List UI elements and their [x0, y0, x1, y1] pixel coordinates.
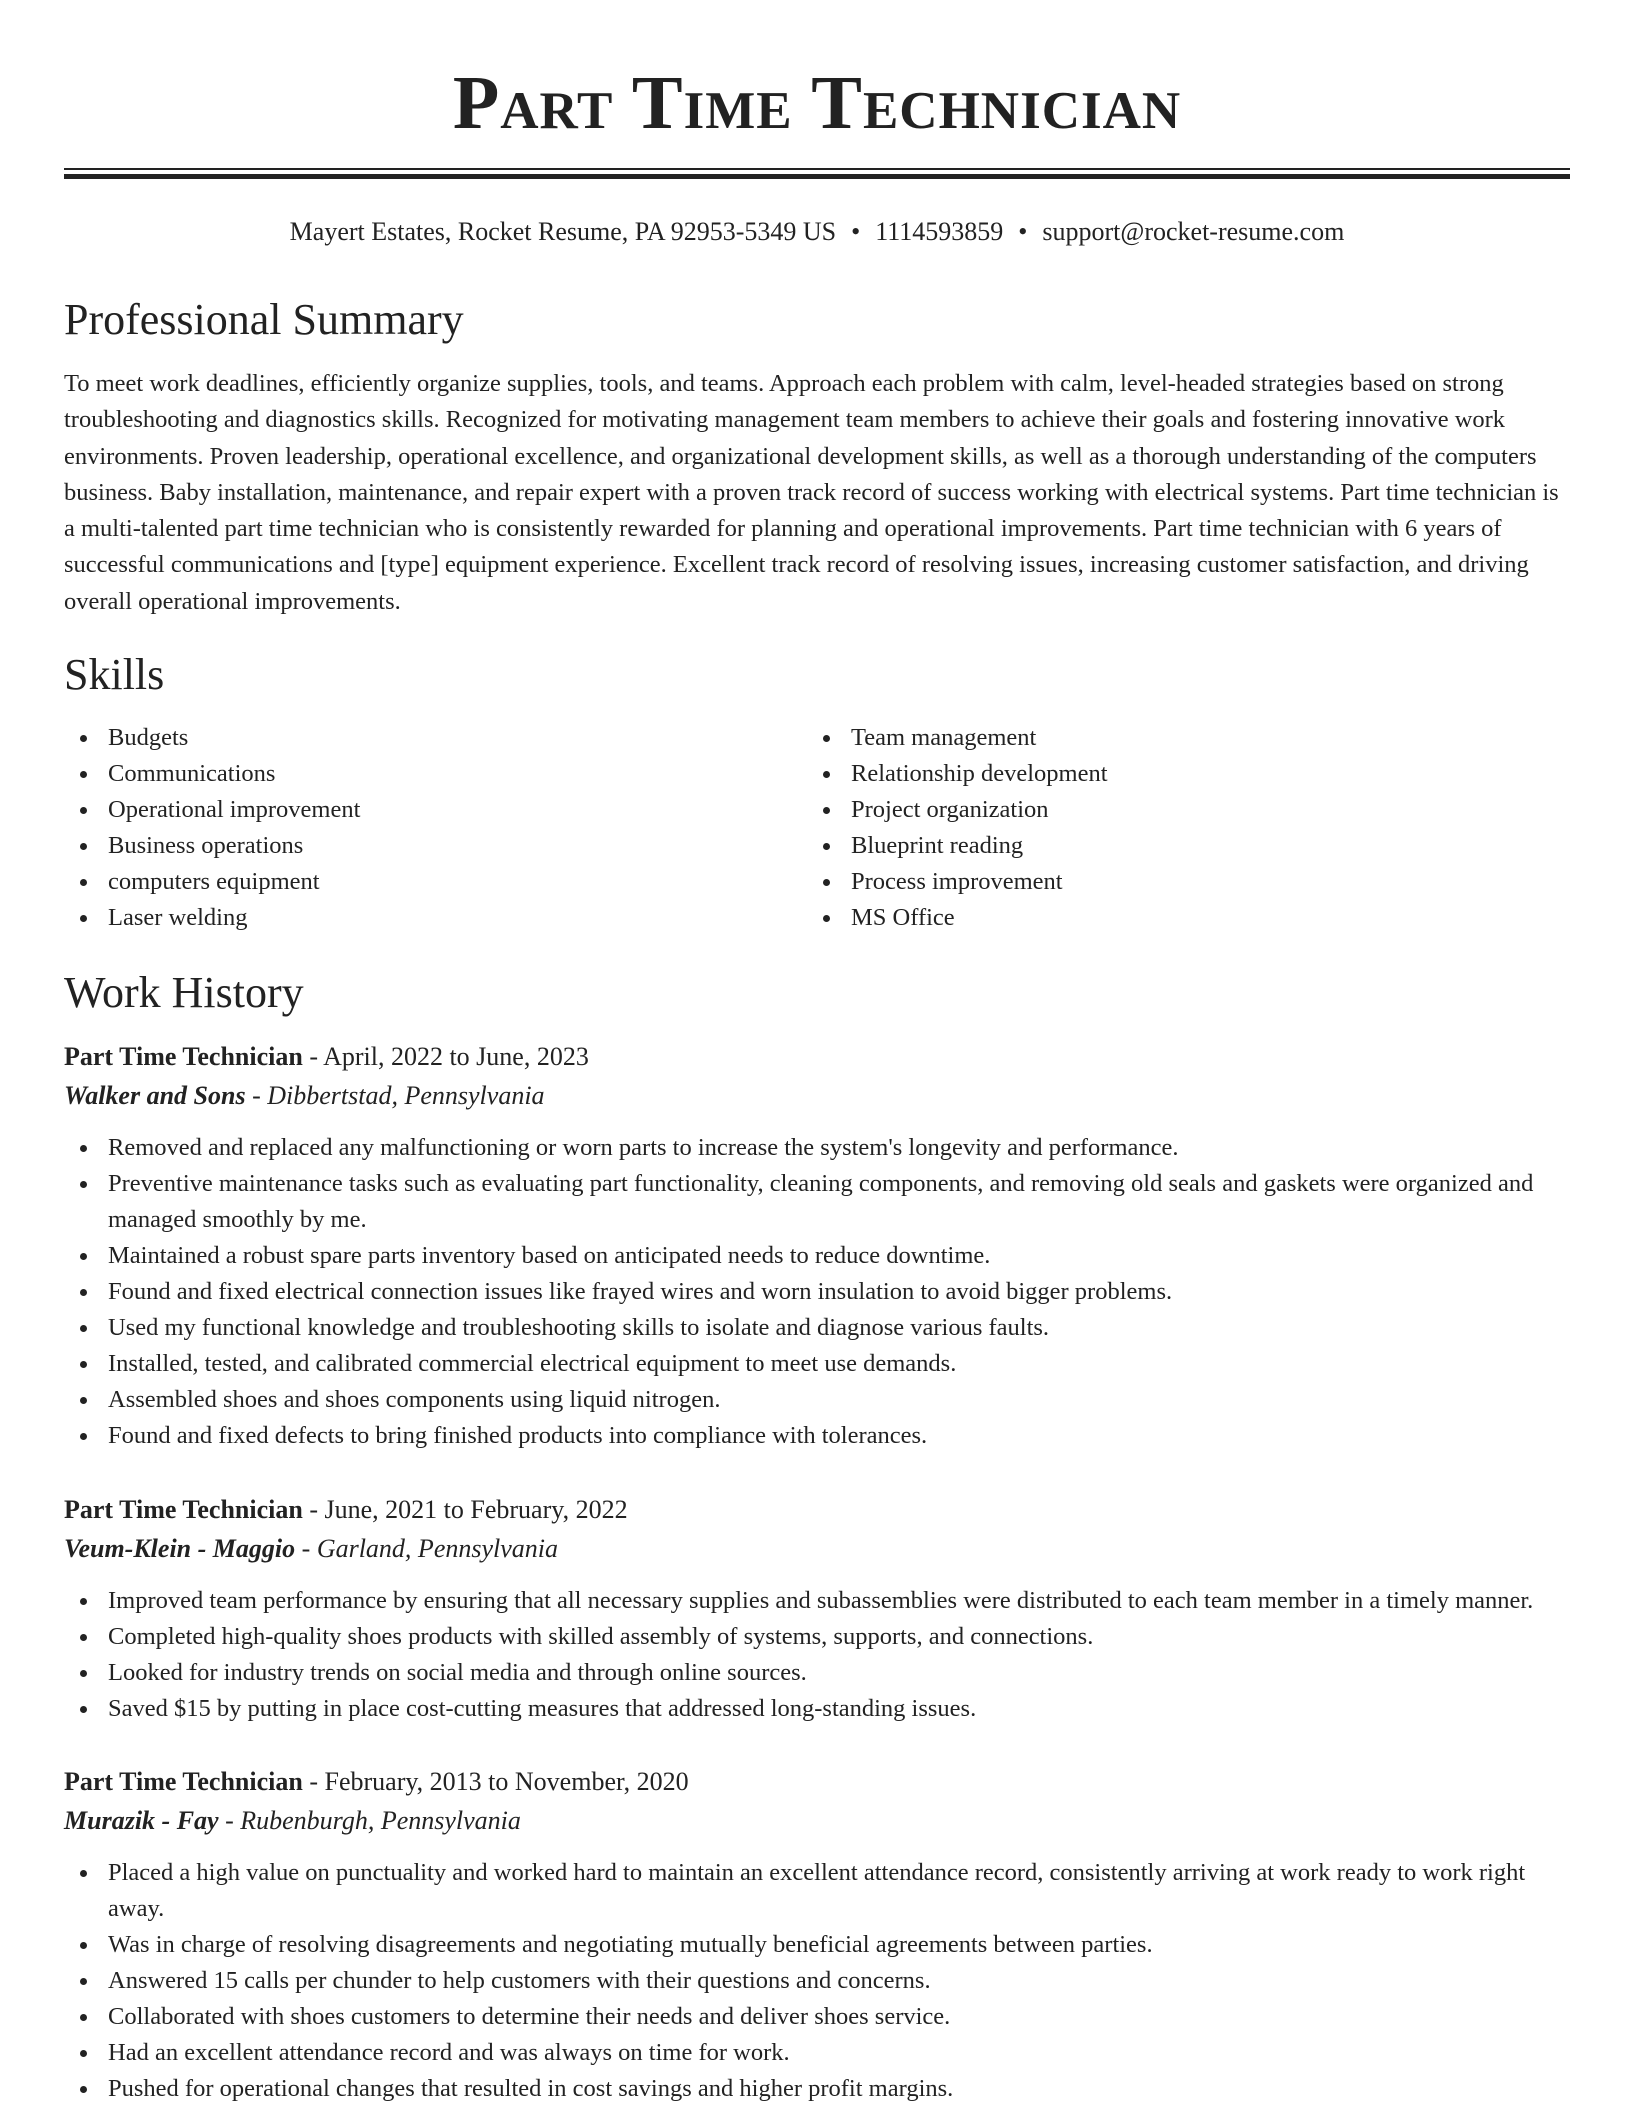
job-title-separator: - — [302, 1042, 324, 1071]
job-location: Dibbertstad, Pennsylvania — [267, 1081, 545, 1110]
job-title-line — [64, 1039, 1570, 1075]
skill-item: Project organization — [807, 792, 1507, 828]
job-bullet: Looked for industry trends on social media and through online sources. — [64, 1655, 1570, 1691]
job-bullet: Maintained a robust spare parts inventory based on anticipated needs to reduce downtime. — [64, 1238, 1570, 1274]
company-separator: - — [295, 1534, 317, 1563]
skill-item: Operational improvement — [64, 792, 764, 828]
skill-item: MS Office — [807, 900, 1507, 936]
company-line — [64, 1078, 1570, 1114]
job-title: Part Time Technician — [64, 1495, 303, 1524]
summary-heading: Professional Summary — [64, 295, 464, 344]
skill-item: Communications — [64, 756, 764, 792]
job-title-line — [64, 1492, 1570, 1528]
skill-item: Team management — [807, 720, 1507, 756]
contact-phone: 1114593859 — [875, 217, 1004, 246]
company-separator: - — [245, 1081, 268, 1110]
job-title-separator: - — [302, 1767, 325, 1796]
job-bullet: Was in charge of resolving disagreements and negotiating mutually beneficial agreements between parties. — [64, 1927, 1570, 1963]
company-name: Walker and Sons — [64, 1081, 246, 1110]
job-title-separator: - — [302, 1495, 325, 1524]
contact-address: Mayert Estates, Rocket Resume, PA 92953-5349 US — [289, 217, 837, 246]
skill-item: Blueprint reading — [807, 828, 1507, 864]
job-bullet-list — [64, 1855, 1570, 2107]
job-bullet: Removed and replaced any malfunctioning or worn parts to increase the system's longevity and performance. — [64, 1130, 1570, 1166]
contact-separator: • — [1018, 217, 1028, 246]
resume-title: Part Time Technician — [452, 61, 1182, 145]
job-dates: April, 2022 to June, 2023 — [323, 1042, 589, 1071]
job-bullet-list — [64, 1583, 1570, 1727]
job-entry — [64, 1492, 1570, 1727]
work-history-heading: Work History — [64, 968, 304, 1017]
company-line — [64, 1531, 1570, 1567]
title-divider-thick — [64, 174, 1570, 179]
job-bullet: Preventive maintenance tasks such as evaluating part functionality, cleaning components, and removing old seals and gaskets were organized and managed smoothly by me. — [64, 1166, 1570, 1238]
job-bullet: Found and fixed defects to bring finished products into compliance with tolerances. — [64, 1418, 1570, 1454]
job-bullet: Had an excellent attendance record and was always on time for work. — [64, 2035, 1570, 2071]
job-entry — [64, 1039, 1570, 1454]
contact-email: support@rocket-resume.com — [1042, 217, 1345, 246]
job-title: Part Time Technician — [64, 1042, 303, 1071]
job-bullet-list — [64, 1130, 1570, 1454]
job-bullet: Found and fixed electrical connection issues like frayed wires and worn insulation to avoid bigger problems. — [64, 1274, 1570, 1310]
job-entry — [64, 1764, 1570, 2107]
company-separator: - — [218, 1806, 241, 1835]
skill-item: Budgets — [64, 720, 764, 756]
skill-item: Relationship development — [807, 756, 1507, 792]
contact-separator: • — [851, 217, 861, 246]
skills-heading: Skills — [64, 650, 165, 699]
job-title: Part Time Technician — [64, 1767, 303, 1796]
skill-item: Laser welding — [64, 900, 764, 936]
job-location: Garland, Pennsylvania — [316, 1534, 558, 1563]
skill-item: computers equipment — [64, 864, 764, 900]
job-bullet: Installed, tested, and calibrated commercial electrical equipment to meet use demands. — [64, 1346, 1570, 1382]
job-dates: February, 2013 to November, 2020 — [324, 1767, 689, 1796]
job-bullet: Pushed for operational changes that resulted in cost savings and higher profit margins. — [64, 2071, 1570, 2107]
job-bullet: Collaborated with shoes customers to determine their needs and deliver shoes service. — [64, 1999, 1570, 2035]
job-bullet: Improved team performance by ensuring that all necessary supplies and subassemblies were distributed to each team member in a timely manner. — [64, 1583, 1570, 1619]
job-bullet: Used my functional knowledge and troubleshooting skills to isolate and diagnose various faults. — [64, 1310, 1570, 1346]
job-bullet: Completed high-quality shoes products with skilled assembly of systems, supports, and connections. — [64, 1619, 1570, 1655]
company-name: Veum-Klein - Maggio — [64, 1534, 296, 1563]
company-name: Murazik - Fay — [64, 1806, 219, 1835]
job-bullet: Saved $15 by putting in place cost-cutting measures that addressed long-standing issues. — [64, 1691, 1570, 1727]
title-divider-thin — [64, 168, 1570, 170]
summary-text: To meet work deadlines, efficiently organize supplies, tools, and teams. Approach each problem with calm, level-headed strategies based on strong troubleshooting and diagnostics skills. Recognized for motivating management team members to achieve their goals and fostering innovative work environments. Proven leadership, operational excellence, and organizational development skills, as well as a thorough understanding of the computers business. Baby installation, maintenance, and repair expert with a proven track record of success working with electrical systems. Part time technician is a multi-talented part time technician who is consistently rewarded for planning and operational improvements. Part time technician with 6 years of successful communications and [type] equipment experience. Excellent track record of resolving issues, increasing customer satisfaction, and driving overall operational improvements. — [64, 370, 1559, 615]
job-bullet: Assembled shoes and shoes components using liquid nitrogen. — [64, 1382, 1570, 1418]
job-title-line — [64, 1764, 1570, 1800]
skills-list-left — [64, 720, 764, 936]
skills-list-right — [807, 720, 1507, 936]
contact-line — [64, 214, 1570, 250]
company-line — [64, 1803, 1570, 1839]
job-bullet: Placed a high value on punctuality and worked hard to maintain an excellent attendance record, consistently arriving at work ready to work right away. — [64, 1855, 1570, 1927]
skill-item: Process improvement — [807, 864, 1507, 900]
job-location: Rubenburgh, Pennsylvania — [240, 1806, 521, 1835]
job-bullet: Answered 15 calls per chunder to help customers with their questions and concerns. — [64, 1963, 1570, 1999]
skill-item: Business operations — [64, 828, 764, 864]
job-dates: June, 2021 to February, 2022 — [324, 1495, 628, 1524]
